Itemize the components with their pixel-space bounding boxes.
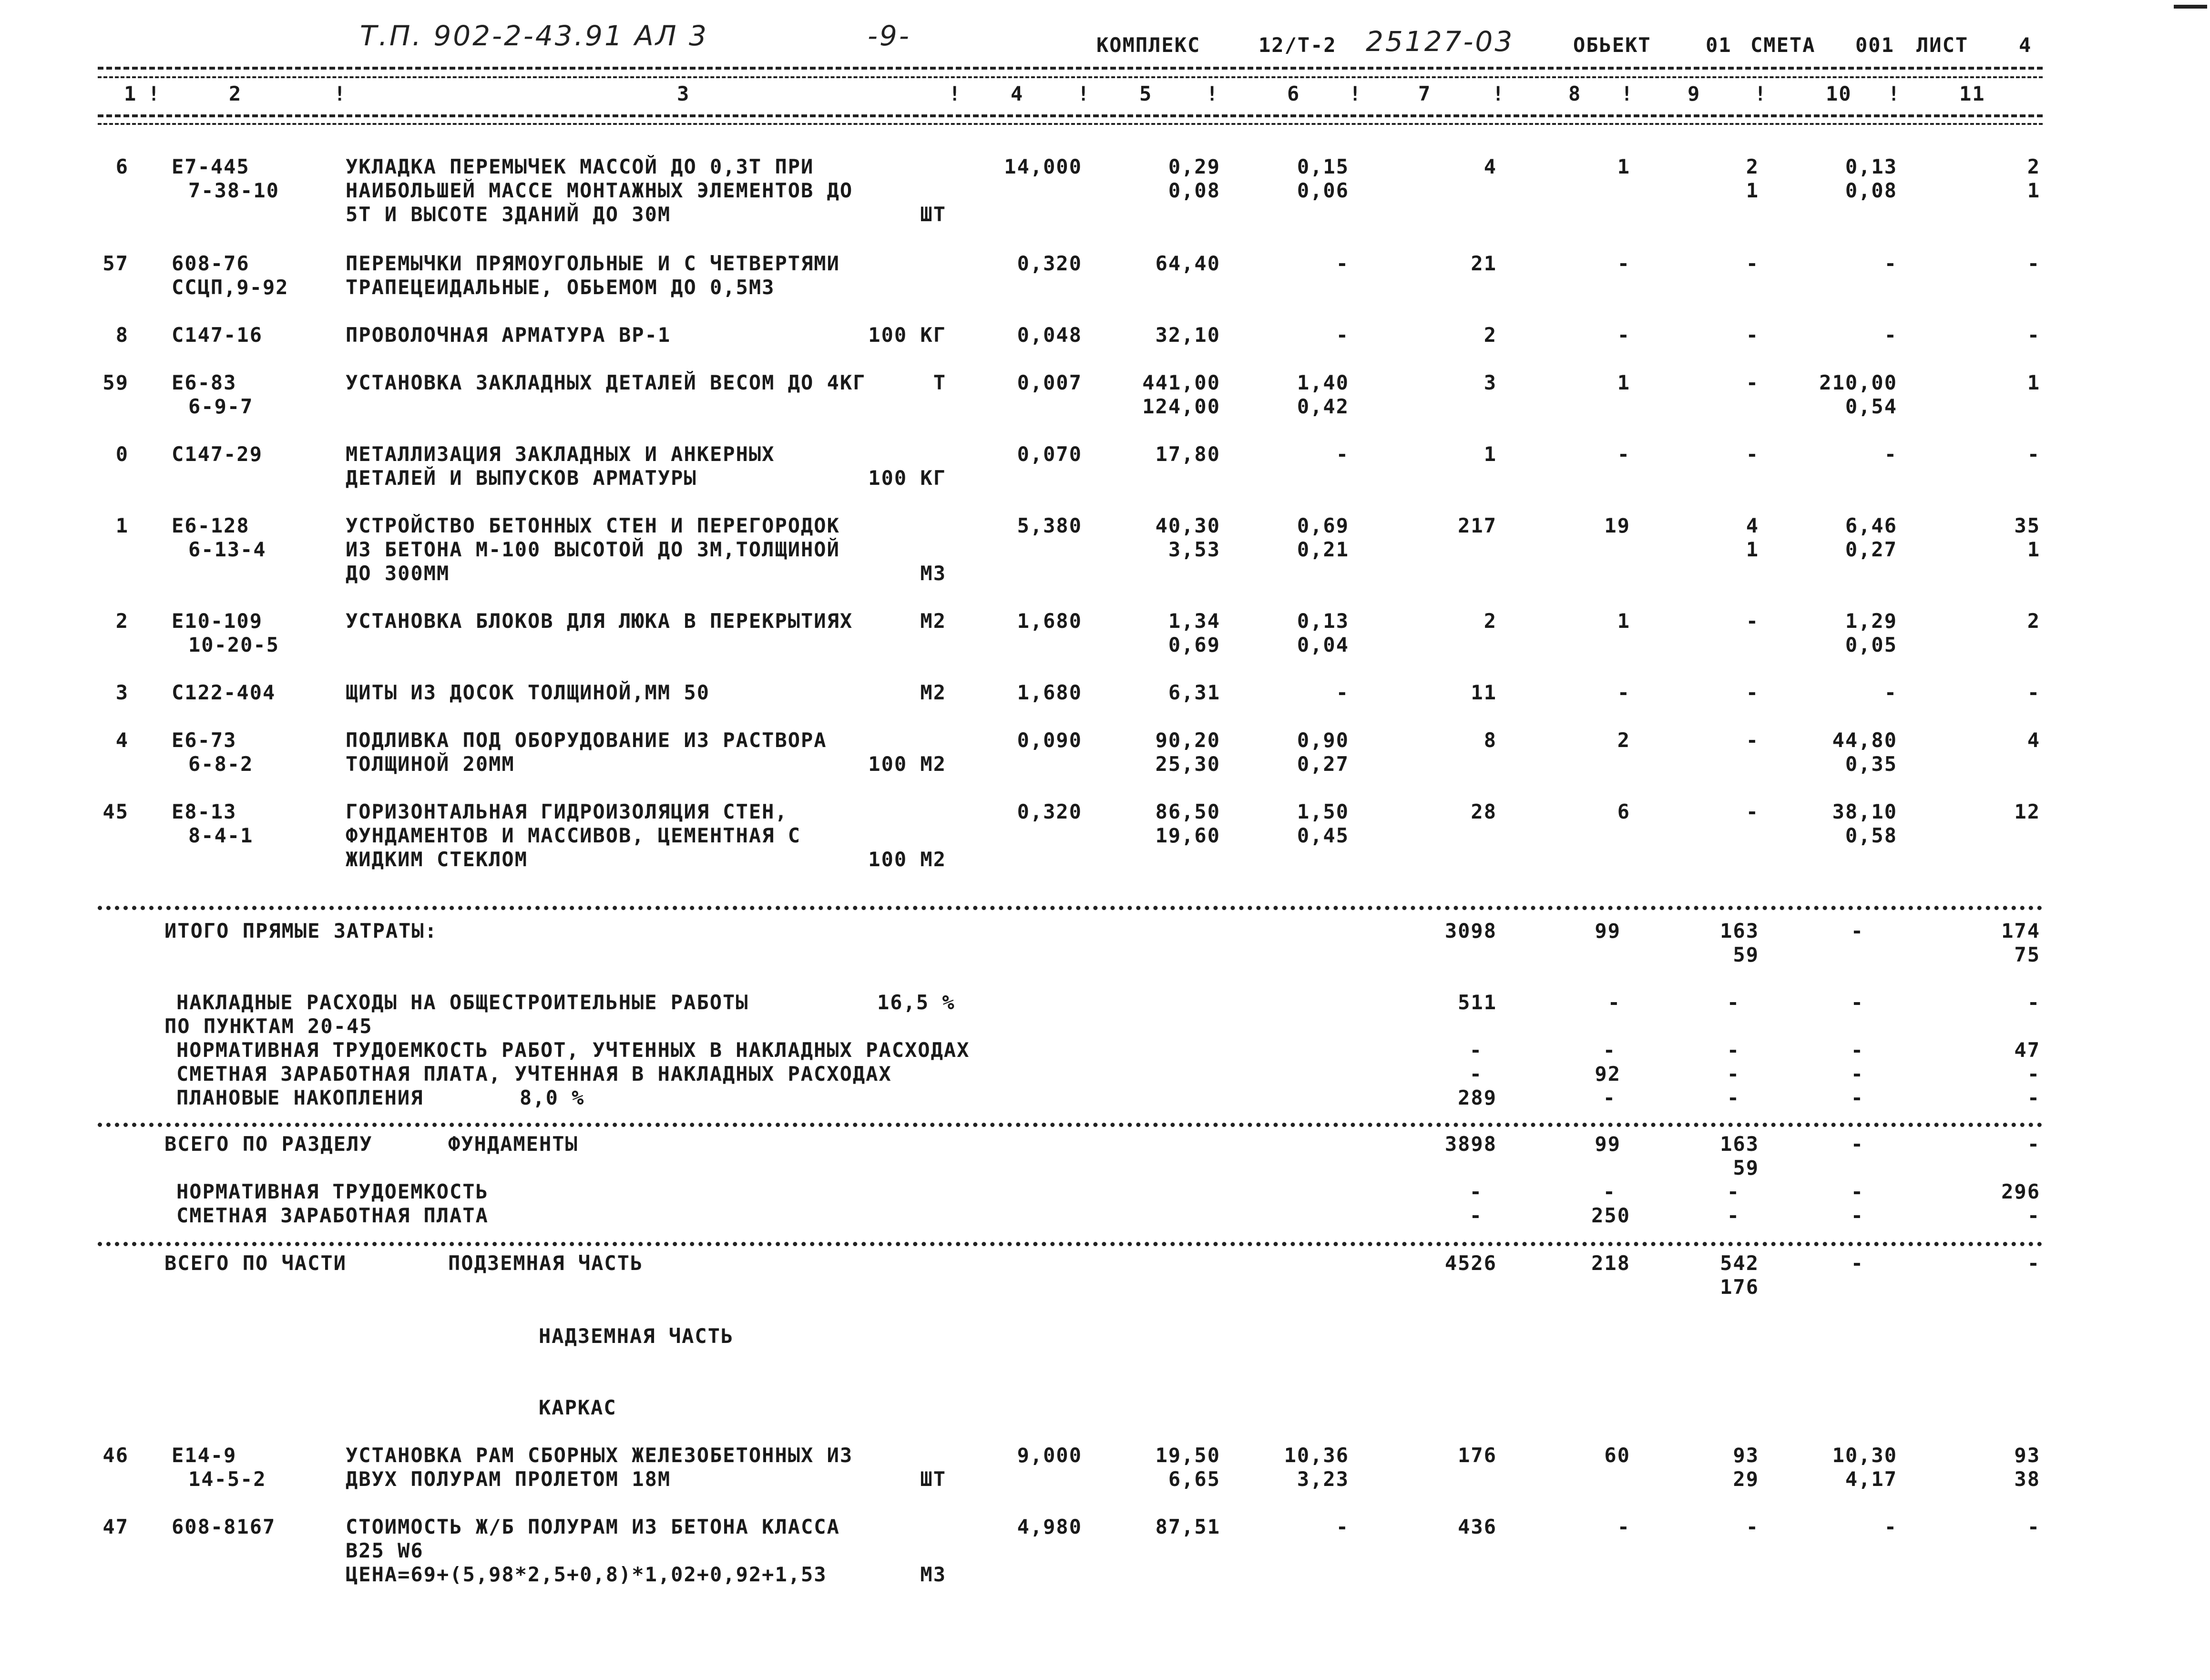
row-c7: 8 [1484, 728, 1497, 752]
section-wage-c8: 250 [1591, 1204, 1630, 1227]
row-c6: - [1336, 442, 1349, 466]
row-c5: 0,69 [1168, 633, 1220, 656]
part-heading: НАДЗЕМНАЯ ЧАСТЬ [539, 1324, 734, 1348]
row-c6: - [1336, 323, 1349, 347]
row-code: Е6-83 [172, 371, 237, 394]
row-quantity: 0,090 [1017, 728, 1082, 752]
row-c5: 87,51 [1155, 1515, 1220, 1538]
row-code: 7-38-10 [188, 179, 280, 202]
row-c5: 32,10 [1155, 323, 1220, 347]
row-c11: 4 [2027, 728, 2040, 752]
row-c10: 0,58 [1845, 824, 1897, 847]
overhead-sub: ПО ПУНКТАМ 20-45 [164, 1014, 373, 1038]
norm-labor-overhead-label: НОРМАТИВНАЯ ТРУДОЕМКОСТЬ РАБОТ, УЧТЕННЫХ В НАКЛАДНЫХ РАСХОДАХ [176, 1038, 970, 1062]
row-c8: - [1617, 323, 1630, 347]
row-c10: 0,05 [1845, 633, 1897, 656]
object-number: 01 [1706, 33, 1732, 57]
row-c10: - [1884, 442, 1897, 466]
row-description: ИЗ БЕТОНА М-100 ВЫСОТОЙ ДО 3М,ТОЛЩИНОЙ [346, 538, 840, 561]
row-c9: - [1746, 323, 1759, 347]
row-description: МЕТАЛЛИЗАЦИЯ ЗАКЛАДНЫХ И АНКЕРНЫХ [346, 442, 775, 466]
row-quantity: 14,000 [1004, 155, 1082, 178]
row-description: ЦЕНА=69+(5,98*2,5+0,8)*1,02+0,92+1,53 [346, 1563, 827, 1586]
row-unit: 100 М2 [868, 848, 946, 871]
section-heading: КАРКАС [539, 1396, 617, 1419]
row-unit: 100 КГ [868, 323, 946, 347]
column-number-10: 10 [1826, 82, 1852, 105]
section-norm-labor-c9: - [1727, 1180, 1740, 1203]
row-code: Е14-9 [172, 1444, 237, 1467]
row-c11: - [2027, 681, 2040, 704]
row-c6: 10,36 [1284, 1444, 1349, 1467]
direct-c11-b: 75 [2014, 943, 2040, 966]
row-c7: 217 [1458, 514, 1497, 537]
row-c7: 2 [1484, 323, 1497, 347]
column-separator: ! [148, 82, 161, 105]
row-c9: - [1746, 681, 1759, 704]
row-number: 0 [115, 442, 129, 466]
sheet-label: ЛИСТ [1916, 33, 1969, 57]
column-separator: ! [1754, 82, 1768, 105]
row-c9: - [1746, 609, 1759, 633]
row-c10: 4,17 [1845, 1467, 1897, 1491]
part-total-c8: 218 [1591, 1251, 1630, 1275]
wage-overhead-c9: - [1727, 1062, 1740, 1086]
row-description: ТРАПЕЦЕИДАЛЬНЫЕ, ОБЬЕМОМ ДО 0,5М3 [346, 276, 775, 299]
column-number-3: 3 [677, 82, 690, 105]
row-c6: 0,06 [1297, 179, 1349, 202]
column-number-7: 7 [1418, 82, 1432, 105]
section-total-c11: - [2027, 1132, 2040, 1156]
row-description: УСТАНОВКА РАМ СБОРНЫХ ЖЕЛЕЗОБЕТОННЫХ ИЗ [346, 1444, 853, 1467]
row-unit: М2 [920, 681, 946, 704]
overhead-pct: 16,5 % [877, 991, 955, 1014]
row-c10: 0,13 [1845, 155, 1897, 178]
row-code: Е7-445 [172, 155, 250, 178]
section-wage-label: СМЕТНАЯ ЗАРАБОТНАЯ ПЛАТА [176, 1204, 489, 1227]
row-c7: 21 [1471, 252, 1497, 275]
row-number: 59 [102, 371, 129, 394]
row-description: ГОРИЗОНТАЛЬНАЯ ГИДРОИЗОЛЯЦИЯ СТЕН, [346, 800, 788, 823]
row-c11: 12 [2014, 800, 2040, 823]
page-number: -9- [868, 20, 911, 52]
row-c6: 0,90 [1297, 728, 1349, 752]
row-description: ФУНДАМЕНТОВ И МАССИВОВ, ЦЕМЕНТНАЯ С [346, 824, 801, 847]
row-c10: 1,29 [1845, 609, 1897, 633]
row-c7: 28 [1471, 800, 1497, 823]
column-separator: ! [1206, 82, 1219, 105]
row-number: 6 [115, 155, 129, 178]
row-code: ССЦП,9-92 [172, 276, 289, 299]
row-code: Е6-128 [172, 514, 250, 537]
row-number: 2 [115, 609, 129, 633]
planned-savings-c8: - [1603, 1086, 1616, 1109]
row-code: 6-13-4 [188, 538, 266, 561]
norm-labor-overhead-c11: 47 [2014, 1038, 2040, 1062]
direct-c10: - [1851, 919, 1864, 942]
complex-handwritten: 25127-03 [1366, 25, 1514, 58]
part-total-c9: 542 [1720, 1251, 1759, 1275]
row-description: ДВУХ ПОЛУРАМ ПРОЛЕТОМ 18М [346, 1467, 671, 1491]
estimate-label: СМЕТА [1750, 33, 1816, 57]
row-c9: 4 [1746, 514, 1759, 537]
row-c11: 93 [2014, 1444, 2040, 1467]
row-code: 6-9-7 [188, 395, 254, 418]
row-c5: 6,31 [1168, 681, 1220, 704]
part-total-name: ПОДЗЕМНАЯ ЧАСТЬ [448, 1251, 644, 1275]
row-c5: 17,80 [1155, 442, 1220, 466]
row-c10: - [1884, 252, 1897, 275]
column-number-8: 8 [1568, 82, 1582, 105]
row-number: 46 [102, 1444, 129, 1467]
row-c8: - [1617, 252, 1630, 275]
row-c7: 176 [1458, 1444, 1497, 1467]
totals-rule [98, 906, 2043, 910]
row-quantity: 9,000 [1017, 1444, 1082, 1467]
column-separator: ! [1888, 82, 1901, 105]
column-number-1: 1 [124, 82, 137, 105]
overhead-c7: 511 [1458, 991, 1497, 1014]
row-c8: 1 [1617, 371, 1630, 394]
row-c6: 1,40 [1297, 371, 1349, 394]
row-description: В25 W6 [346, 1539, 424, 1562]
row-code: 6-8-2 [188, 752, 254, 776]
row-c9: 29 [1733, 1467, 1759, 1491]
part-total-c11: - [2027, 1251, 2040, 1275]
wage-overhead-c10: - [1851, 1062, 1864, 1086]
row-number: 8 [115, 323, 129, 347]
header-rule-top-2 [98, 76, 2043, 78]
row-unit: 100 КГ [868, 466, 946, 490]
row-description: ПОДЛИВКА ПОД ОБОРУДОВАНИЕ ИЗ РАСТВОРА [346, 728, 827, 752]
row-c11: 38 [2014, 1467, 2040, 1491]
direct-c9: 163 [1720, 919, 1759, 942]
row-description: УСТРОЙСТВО БЕТОННЫХ СТЕН И ПЕРЕГОРОДОК [346, 514, 840, 537]
row-c6: 0,15 [1297, 155, 1349, 178]
row-c11: 35 [2014, 514, 2040, 537]
row-c9: - [1746, 252, 1759, 275]
row-number: 57 [102, 252, 129, 275]
sheet-number: 4 [2019, 33, 2032, 57]
column-number-11: 11 [1959, 82, 1985, 105]
row-unit: М2 [920, 609, 946, 633]
section-wage-c9: - [1727, 1204, 1740, 1227]
row-quantity: 0,007 [1017, 371, 1082, 394]
norm-labor-overhead-c10: - [1851, 1038, 1864, 1062]
direct-costs-label: ИТОГО ПРЯМЫЕ ЗАТРАТЫ: [164, 919, 438, 942]
row-unit: ШТ [920, 203, 946, 226]
row-code: Е8-13 [172, 800, 237, 823]
section-norm-labor-c11: 296 [2001, 1180, 2040, 1203]
row-c7: 1 [1484, 442, 1497, 466]
row-c6: 0,69 [1297, 514, 1349, 537]
row-quantity: 0,320 [1017, 252, 1082, 275]
row-description: СТОИМОСТЬ Ж/Б ПОЛУРАМ ИЗ БЕТОНА КЛАССА [346, 1515, 840, 1538]
column-number-6: 6 [1287, 82, 1300, 105]
object-label: ОБЬЕКТ [1573, 33, 1651, 57]
row-number: 4 [115, 728, 129, 752]
row-c11: - [2027, 323, 2040, 347]
row-c5: 90,20 [1155, 728, 1220, 752]
wage-overhead-label: СМЕТНАЯ ЗАРАБОТНАЯ ПЛАТА, УЧТЕННАЯ В НАКЛАДНЫХ РАСХОДАХ [176, 1062, 892, 1086]
column-number-4: 4 [1011, 82, 1024, 105]
row-c10: 0,35 [1845, 752, 1897, 776]
row-quantity: 0,070 [1017, 442, 1082, 466]
row-description: УСТАНОВКА ЗАКЛАДНЫХ ДЕТАЛЕЙ ВЕСОМ ДО 4КГ [346, 371, 866, 394]
section-total-c10: - [1851, 1132, 1864, 1156]
overhead-label: НАКЛАДНЫЕ РАСХОДЫ НА ОБЩЕСТРОИТЕЛЬНЫЕ РАБОТЫ [176, 991, 749, 1014]
row-c5: 3,53 [1168, 538, 1220, 561]
column-separator: ! [1349, 82, 1362, 105]
section-total-c9: 163 [1720, 1132, 1759, 1156]
row-unit: М3 [920, 1563, 946, 1586]
column-number-9: 9 [1688, 82, 1701, 105]
row-c7: 436 [1458, 1515, 1497, 1538]
row-c7: 11 [1471, 681, 1497, 704]
row-c10: 38,10 [1832, 800, 1897, 823]
estimate-number: 001 [1855, 33, 1894, 57]
wage-overhead-c8: 92 [1595, 1062, 1621, 1086]
row-number: 47 [102, 1515, 129, 1538]
row-description: ДЕТАЛЕЙ И ВЫПУСКОВ АРМАТУРЫ [346, 466, 697, 490]
row-c7: 3 [1484, 371, 1497, 394]
column-separator: ! [1621, 82, 1634, 105]
column-separator: ! [1492, 82, 1505, 105]
row-c10: 0,54 [1845, 395, 1897, 418]
section-total-label: ВСЕГО ПО РАЗДЕЛУ [164, 1132, 373, 1156]
row-c8: 60 [1604, 1444, 1630, 1467]
row-c11: - [2027, 1515, 2040, 1538]
row-quantity: 4,980 [1017, 1515, 1082, 1538]
header-rule-bottom-2 [98, 123, 2043, 125]
row-code: С122-404 [172, 681, 276, 704]
row-code: С147-16 [172, 323, 263, 347]
row-c5: 1,34 [1168, 609, 1220, 633]
row-c5: 0,08 [1168, 179, 1220, 202]
column-number-5: 5 [1139, 82, 1153, 105]
row-c8: 2 [1617, 728, 1630, 752]
row-c5: 40,30 [1155, 514, 1220, 537]
planned-savings-c11: - [2027, 1086, 2040, 1109]
row-number: 1 [115, 514, 129, 537]
row-c6: - [1336, 252, 1349, 275]
part-total-c9-b: 176 [1720, 1275, 1759, 1299]
section-total-c8: 99 [1595, 1132, 1621, 1156]
row-c6: 0,27 [1297, 752, 1349, 776]
row-c8: - [1617, 681, 1630, 704]
section-total-c7: 3898 [1444, 1132, 1497, 1156]
row-code: Е10-109 [172, 609, 263, 633]
norm-labor-overhead-c7: - [1469, 1038, 1483, 1062]
section-rule [98, 1123, 2043, 1127]
row-c6: - [1336, 681, 1349, 704]
corner-mark [2174, 5, 2207, 9]
overhead-c10: - [1851, 991, 1864, 1014]
row-c10: 44,80 [1832, 728, 1897, 752]
row-c8: 19 [1604, 514, 1630, 537]
row-description: ЩИТЫ ИЗ ДОСОК ТОЛЩИНОЙ,ММ 50 [346, 681, 710, 704]
header-rule-top [98, 67, 2043, 70]
row-code: Е6-73 [172, 728, 237, 752]
row-c10: 210,00 [1819, 371, 1897, 394]
planned-savings-c10: - [1851, 1086, 1864, 1109]
overhead-c9: - [1727, 991, 1740, 1014]
row-c9: - [1746, 442, 1759, 466]
norm-labor-overhead-c9: - [1727, 1038, 1740, 1062]
row-c6: 1,50 [1297, 800, 1349, 823]
direct-c7: 3098 [1444, 919, 1497, 942]
row-number: 45 [102, 800, 129, 823]
row-c10: 0,27 [1845, 538, 1897, 561]
row-c6: 0,04 [1297, 633, 1349, 656]
part-total-c10: - [1851, 1251, 1864, 1275]
direct-c9-b: 59 [1733, 943, 1759, 966]
row-c8: 1 [1617, 155, 1630, 178]
row-unit: М3 [920, 562, 946, 585]
row-c6: 0,13 [1297, 609, 1349, 633]
row-quantity: 5,380 [1017, 514, 1082, 537]
row-c11: 1 [2027, 179, 2040, 202]
planned-savings-pct: 8,0 % [520, 1086, 585, 1109]
row-c7: 2 [1484, 609, 1497, 633]
row-description: ПРОВОЛОЧНАЯ АРМАТУРА ВР-1 [346, 323, 671, 347]
row-c5: 64,40 [1155, 252, 1220, 275]
row-c10: - [1884, 323, 1897, 347]
header-rule-bottom [98, 114, 2043, 117]
row-c9: 1 [1746, 538, 1759, 561]
row-code: 10-20-5 [188, 633, 280, 656]
row-c6: 0,45 [1297, 824, 1349, 847]
row-c9: 1 [1746, 179, 1759, 202]
row-c5: 86,50 [1155, 800, 1220, 823]
row-number: 3 [115, 681, 129, 704]
row-code: 608-8167 [172, 1515, 276, 1538]
row-c5: 19,60 [1155, 824, 1220, 847]
section-wage-c10: - [1851, 1204, 1864, 1227]
row-description: УКЛАДКА ПЕРЕМЫЧЕК МАССОЙ ДО 0,3Т ПРИ [346, 155, 814, 178]
section-wage-c11: - [2027, 1204, 2040, 1227]
row-c10: 6,46 [1845, 514, 1897, 537]
planned-savings-label: ПЛАНОВЫЕ НАКОПЛЕНИЯ [176, 1086, 424, 1109]
row-c6: - [1336, 1515, 1349, 1538]
row-code: 14-5-2 [188, 1467, 266, 1491]
row-c11: 2 [2027, 609, 2040, 633]
row-c11: 1 [2027, 371, 2040, 394]
row-description: НАИБОЛЬШЕЙ МАССЕ МОНТАЖНЫХ ЭЛЕМЕНТОВ ДО [346, 179, 853, 202]
row-c8: - [1617, 1515, 1630, 1538]
row-c11: 1 [2027, 538, 2040, 561]
section-norm-labor-c10: - [1851, 1180, 1864, 1203]
complex-label: КОМПЛЕКС [1096, 33, 1201, 57]
row-code: С147-29 [172, 442, 263, 466]
part-rule [98, 1242, 2043, 1246]
row-c10: - [1884, 681, 1897, 704]
wage-overhead-c7: - [1469, 1062, 1483, 1086]
row-c6: 0,21 [1297, 538, 1349, 561]
row-code: 8-4-1 [188, 824, 254, 847]
row-c10: 10,30 [1832, 1444, 1897, 1467]
row-description: ДО 300ММ [346, 562, 450, 585]
row-c11: - [2027, 252, 2040, 275]
direct-c11: 174 [2001, 919, 2040, 942]
norm-labor-overhead-c8: - [1603, 1038, 1616, 1062]
row-c6: 0,42 [1297, 395, 1349, 418]
row-c9: - [1746, 728, 1759, 752]
direct-c8: 99 [1595, 919, 1621, 942]
row-description: УСТАНОВКА БЛОКОВ ДЛЯ ЛЮКА В ПЕРЕКРЫТИЯХ [346, 609, 853, 633]
complex-code: 12/Т-2 [1258, 33, 1337, 57]
row-quantity: 1,680 [1017, 609, 1082, 633]
row-c5: 19,50 [1155, 1444, 1220, 1467]
column-separator: ! [334, 82, 347, 105]
row-c7: 4 [1484, 155, 1497, 178]
row-c9: - [1746, 371, 1759, 394]
row-c9: - [1746, 1515, 1759, 1538]
row-c6: 3,23 [1297, 1467, 1349, 1491]
row-c10: - [1884, 1515, 1897, 1538]
column-separator: ! [1077, 82, 1091, 105]
section-total-c9-b: 59 [1733, 1156, 1759, 1179]
row-quantity: 0,048 [1017, 323, 1082, 347]
section-norm-labor-label: НОРМАТИВНАЯ ТРУДОЕМКОСТЬ [176, 1180, 489, 1203]
row-c9: 93 [1733, 1444, 1759, 1467]
part-total-label: ВСЕГО ПО ЧАСТИ [164, 1251, 347, 1275]
row-unit: 100 М2 [868, 752, 946, 776]
row-c8: - [1617, 442, 1630, 466]
overhead-c11: - [2027, 991, 2040, 1014]
row-c9: - [1746, 800, 1759, 823]
row-code: 608-76 [172, 252, 250, 275]
section-total-name: ФУНДАМЕНТЫ [448, 1132, 578, 1156]
doc-reference: Т.П. 902-2-43.91 АЛ 3 [360, 20, 708, 52]
row-c8: 6 [1617, 800, 1630, 823]
row-c5: 124,00 [1142, 395, 1220, 418]
row-c5: 0,29 [1168, 155, 1220, 178]
column-separator: ! [949, 82, 962, 105]
row-c8: 1 [1617, 609, 1630, 633]
row-c5: 441,00 [1142, 371, 1220, 394]
row-c11: - [2027, 442, 2040, 466]
row-c5: 25,30 [1155, 752, 1220, 776]
row-c9: 2 [1746, 155, 1759, 178]
planned-savings-c7: 289 [1458, 1086, 1497, 1109]
row-c11: 2 [2027, 155, 2040, 178]
row-description: ТОЛЩИНОЙ 20ММ [346, 752, 515, 776]
column-number-2: 2 [229, 82, 242, 105]
row-c5: 6,65 [1168, 1467, 1220, 1491]
section-norm-labor-c8: - [1603, 1180, 1616, 1203]
row-description: 5Т И ВЫСОТЕ ЗДАНИЙ ДО 30М [346, 203, 671, 226]
row-unit: Т [933, 371, 946, 394]
wage-overhead-c11: - [2027, 1062, 2040, 1086]
row-quantity: 1,680 [1017, 681, 1082, 704]
overhead-c8: - [1607, 991, 1621, 1014]
row-quantity: 0,320 [1017, 800, 1082, 823]
planned-savings-c9: - [1727, 1086, 1740, 1109]
section-wage-c7: - [1469, 1204, 1483, 1227]
row-description: ПЕРЕМЫЧКИ ПРЯМОУГОЛЬНЫЕ И С ЧЕТВЕРТЯМИ [346, 252, 840, 275]
part-total-c7: 4526 [1444, 1251, 1497, 1275]
row-description: ЖИДКИМ СТЕКЛОМ [346, 848, 528, 871]
row-unit: ШТ [920, 1467, 946, 1491]
section-norm-labor-c7: - [1469, 1180, 1483, 1203]
row-c10: 0,08 [1845, 179, 1897, 202]
